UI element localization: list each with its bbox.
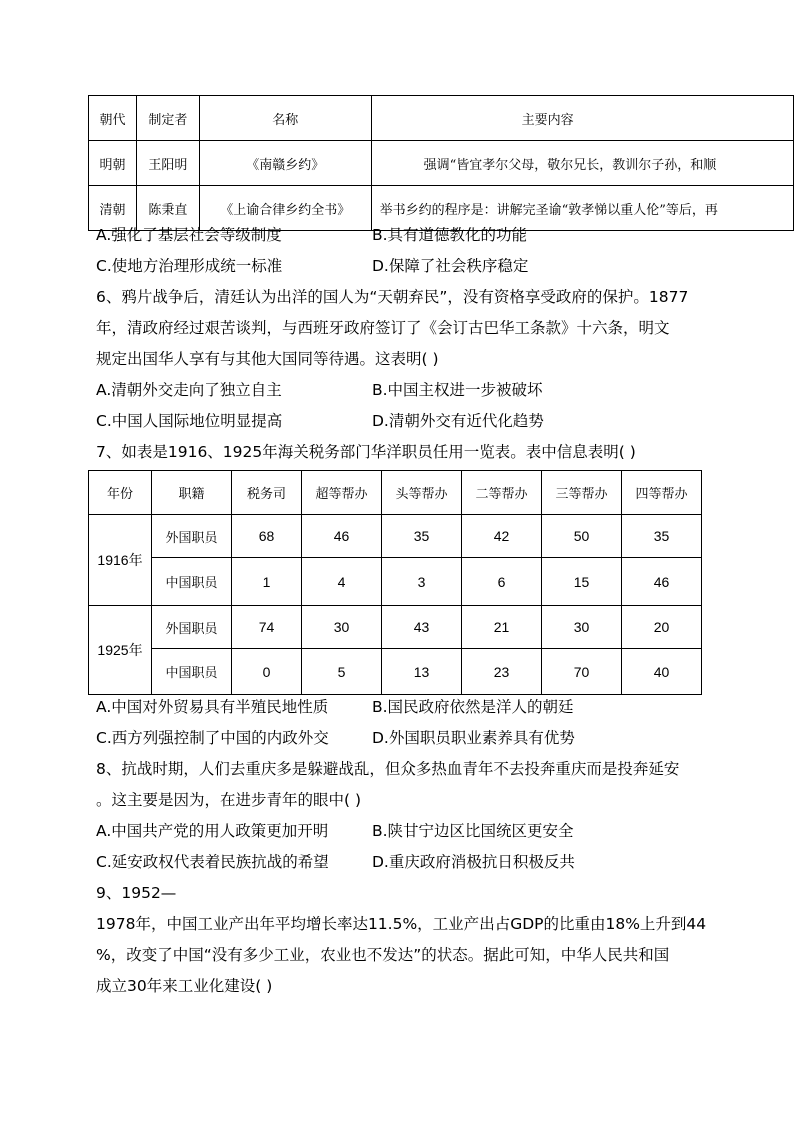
value-cell: 4 [302,558,382,606]
table-row [89,606,702,649]
table-row [89,649,702,695]
value-cell: 13 [382,649,462,695]
year-cell: 1916年 [89,515,152,606]
header-content: 主要内容 [371,96,793,141]
value-cell: 42 [462,515,542,558]
cell-dynasty: 明朝 [89,141,137,186]
q7-option-a[interactable]: A.中国对外贸易具有半殖民地性质 [96,698,329,716]
cell-content: 强调“皆宜孝尔父母，敬尔兄长，教训尔子孙，和顺 [371,141,793,186]
q7-option-d[interactable]: D.外国职员职业素养具有优势 [372,729,575,747]
value-cell: 20 [622,606,702,649]
staff-type-cell: 外国职员 [152,515,232,558]
value-cell: 15 [542,558,622,606]
value-cell: 1 [232,558,302,606]
year-cell: 1925年 [89,606,152,695]
header-super-assistant: 超等帮办 [302,471,382,515]
table-row [89,515,702,558]
q8-option-c[interactable]: C.延安政权代表着民族抗战的希望 [96,853,329,871]
q5-option-b[interactable]: B.具有道德教化的功能 [372,226,528,244]
header-dynasty: 朝代 [89,96,137,141]
value-cell: 30 [302,606,382,649]
value-cell: 35 [622,515,702,558]
township-compact-table [88,95,794,231]
value-cell: 5 [302,649,382,695]
value-cell: 68 [232,515,302,558]
q6-option-c[interactable]: C.中国人国际地位明显提高 [96,412,283,430]
value-cell: 46 [622,558,702,606]
q5-option-a[interactable]: A.强化了基层社会等级制度 [96,226,282,244]
value-cell: 0 [232,649,302,695]
q8-stem-line: 8、抗战时期，人们去重庆多是躲避战乱，但众多热血青年不去投奔重庆而是投奔延安 [96,760,680,778]
table-row [89,141,794,186]
table-row [89,186,794,231]
q6-option-b[interactable]: B.中国主权进一步被破坏 [372,381,543,399]
value-cell: 21 [462,606,542,649]
q7-stem: 7、如表是1916、1925年海关税务部门华洋职员任用一览表。表中信息表明( ) [96,443,636,461]
value-cell: 46 [302,515,382,558]
q8-option-a[interactable]: A.中国共产党的用人政策更加开明 [96,822,329,840]
header-author: 制定者 [137,96,200,141]
cell-content: 举书乡约的程序是：讲解完圣谕“敦孝悌以重人伦”等后，再 [371,186,793,231]
q6-option-a[interactable]: A.清朝外交走向了独立自主 [96,381,282,399]
cell-author: 王阳明 [137,141,200,186]
staff-type-cell: 外国职员 [152,606,232,649]
q6-stem-line: 规定出国华人享有与其他大国同等待遇。这表明( ) [96,350,439,368]
value-cell: 3 [382,558,462,606]
staff-type-cell: 中国职员 [152,558,232,606]
q9-stem-line: 成立30年来工业化建设( ) [96,977,273,995]
value-cell: 35 [382,515,462,558]
q6-stem-line: 年，清政府经过艰苦谈判，与西班牙政府签订了《会订古巴华工条款》十六条，明文 [96,319,670,337]
cell-name: 《南赣乡约》 [199,141,371,186]
value-cell: 50 [542,515,622,558]
customs-staff-table [88,470,702,695]
header-name: 名称 [199,96,371,141]
q8-stem-line: 。这主要是因为，在进步青年的眼中( ) [96,791,362,809]
table-row [89,558,702,606]
q6-stem-line: 6、鸦片战争后，清廷认为出洋的国人为“天朝弃民”，没有资格享受政府的保护。1877 [96,288,689,306]
value-cell: 74 [232,606,302,649]
value-cell: 23 [462,649,542,695]
header-status: 职籍 [152,471,232,515]
value-cell: 43 [382,606,462,649]
q5-option-c[interactable]: C.使地方治理形成统一标准 [96,257,283,275]
header-fourth-assistant: 四等帮办 [622,471,702,515]
value-cell: 40 [622,649,702,695]
value-cell: 6 [462,558,542,606]
header-first-assistant: 头等帮办 [382,471,462,515]
q5-option-d[interactable]: D.保障了社会秩序稳定 [372,257,529,275]
header-third-assistant: 三等帮办 [542,471,622,515]
staff-type-cell: 中国职员 [152,649,232,695]
cell-dynasty: 清朝 [89,186,137,231]
header-commissioner: 税务司 [232,471,302,515]
header-year: 年份 [89,471,152,515]
q6-option-d[interactable]: D.清朝外交有近代化趋势 [372,412,544,430]
q7-option-b[interactable]: B.国民政府依然是洋人的朝廷 [372,698,574,716]
q7-option-c[interactable]: C.西方列强控制了中国的内政外交 [96,729,329,747]
q9-stem-line: %，改变了中国“没有多少工业，农业也不发达”的状态。据此可知，中华人民共和国 [96,946,670,964]
cell-author: 陈秉直 [137,186,200,231]
cell-name: 《上谕合律乡约全书》 [199,186,371,231]
header-second-assistant: 二等帮办 [462,471,542,515]
value-cell: 70 [542,649,622,695]
q9-stem-line: 9、1952— [96,884,177,902]
value-cell: 30 [542,606,622,649]
table-header-row [89,471,702,515]
q8-option-d[interactable]: D.重庆政府消极抗日积极反共 [372,853,575,871]
table-header-row [89,96,794,141]
q9-stem-line: 1978年，中国工业产出年平均增长率达11.5%，工业产出占GDP的比重由18%上升到44 [96,915,707,933]
q8-option-b[interactable]: B.陕甘宁边区比国统区更安全 [372,822,574,840]
